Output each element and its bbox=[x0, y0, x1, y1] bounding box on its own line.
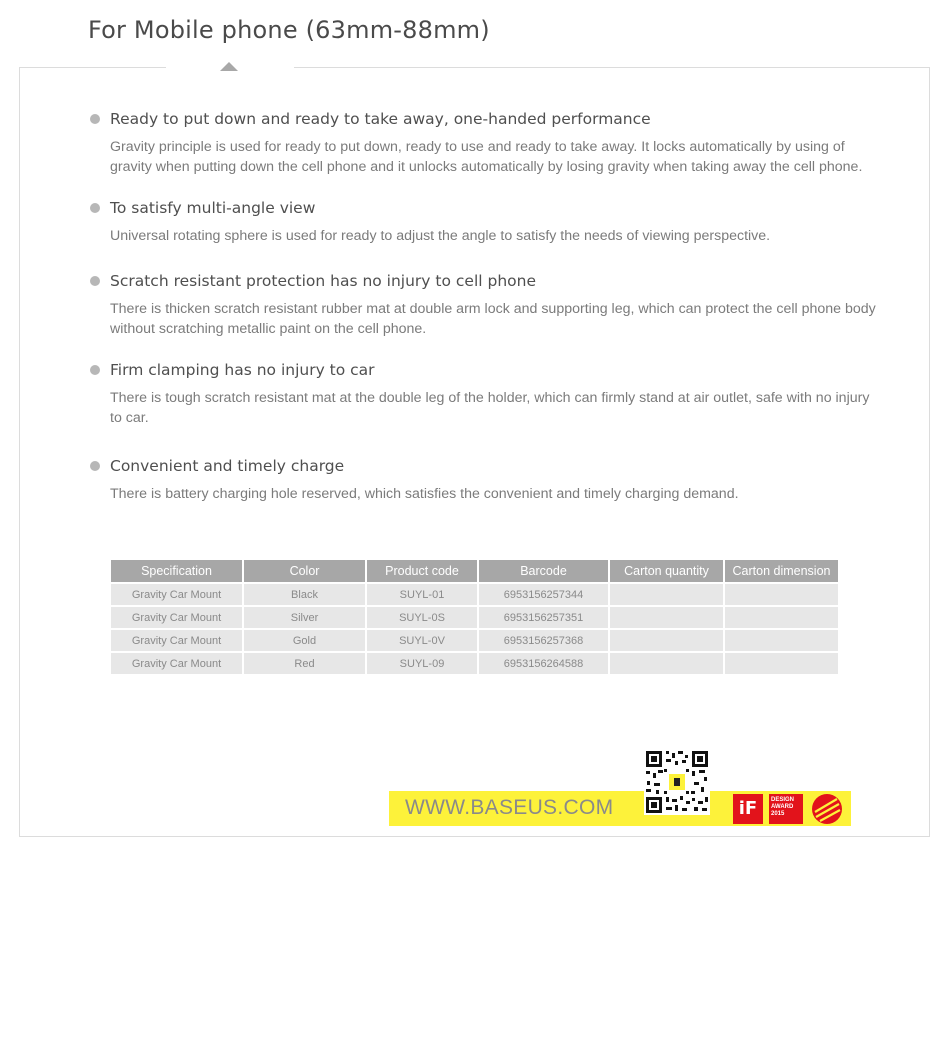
feature-item bbox=[90, 109, 880, 177]
spec-table bbox=[109, 558, 840, 676]
cell-product-code: SUYL-01 bbox=[367, 584, 477, 605]
bullet-icon bbox=[90, 365, 100, 375]
qr-code-graphic bbox=[644, 749, 710, 815]
bullet-icon bbox=[90, 461, 100, 471]
table-row bbox=[111, 584, 838, 605]
header-product-code: Product code bbox=[367, 560, 477, 582]
cell-carton-quantity bbox=[610, 630, 723, 651]
feature-title: Firm clamping has no injury to car bbox=[110, 361, 375, 379]
qr-code-icon bbox=[644, 749, 710, 815]
feature-item bbox=[90, 271, 880, 339]
cell-specification: Gravity Car Mount bbox=[111, 653, 242, 674]
feature-description: There is tough scratch resistant mat at the double leg of the holder, which can firmly stand at air outlet, safe with no injury to car. bbox=[110, 390, 870, 426]
table-row bbox=[111, 630, 838, 651]
cell-barcode: 6953156257368 bbox=[479, 630, 608, 651]
cell-carton-dimension bbox=[725, 630, 838, 651]
cell-carton-quantity bbox=[610, 584, 723, 605]
if-award-logo: iF bbox=[733, 794, 763, 824]
cell-carton-quantity bbox=[610, 653, 723, 674]
cell-color: Gold bbox=[244, 630, 365, 651]
cell-barcode: 6953156257344 bbox=[479, 584, 608, 605]
red-dot-award-icon bbox=[811, 793, 843, 825]
feature-description: Universal rotating sphere is used for ready to adjust the angle to satisfy the needs of viewing perspective. bbox=[110, 228, 771, 244]
table-row bbox=[111, 607, 838, 628]
feature-title: To satisfy multi-angle view bbox=[110, 199, 316, 217]
cell-specification: Gravity Car Mount bbox=[111, 584, 242, 605]
cell-product-code: SUYL-0V bbox=[367, 630, 477, 651]
cell-specification: Gravity Car Mount bbox=[111, 607, 242, 628]
bullet-icon bbox=[90, 114, 100, 124]
award-line: 2015 bbox=[771, 811, 785, 817]
website-link[interactable]: WWW.BASEUS.COM bbox=[405, 796, 614, 819]
header-carton-quantity: Carton quantity bbox=[610, 560, 723, 582]
cell-carton-dimension bbox=[725, 607, 838, 628]
bullet-icon bbox=[90, 203, 100, 213]
cell-carton-dimension bbox=[725, 584, 838, 605]
caret-up-icon bbox=[220, 62, 238, 71]
feature-description: There is battery charging hole reserved, which satisfies the convenient and timely charging demand. bbox=[110, 486, 739, 502]
cell-product-code: SUYL-0S bbox=[367, 607, 477, 628]
cell-color: Red bbox=[244, 653, 365, 674]
cell-specification: Gravity Car Mount bbox=[111, 630, 242, 651]
header-carton-dimension: Carton dimension bbox=[725, 560, 838, 582]
feature-title: Scratch resistant protection has no injury to cell phone bbox=[110, 272, 537, 290]
design-award-badge bbox=[769, 794, 803, 824]
feature-description: There is thicken scratch resistant rubber mat at double arm lock and supporting leg, which can protect the cell phone body without scratching metallic paint on the cell phone. bbox=[110, 301, 876, 337]
award-line: DESIGN bbox=[771, 797, 795, 803]
header-barcode: Barcode bbox=[479, 560, 608, 582]
feature-title: Convenient and timely charge bbox=[110, 457, 345, 475]
header-color: Color bbox=[244, 560, 365, 582]
cell-product-code: SUYL-09 bbox=[367, 653, 477, 674]
cell-color: Black bbox=[244, 584, 365, 605]
cell-barcode: 6953156257351 bbox=[479, 607, 608, 628]
cell-color: Silver bbox=[244, 607, 365, 628]
table-header-row bbox=[111, 560, 838, 582]
cell-barcode: 6953156264588 bbox=[479, 653, 608, 674]
award-line: AWARD bbox=[771, 804, 794, 810]
bullet-icon bbox=[90, 276, 100, 286]
table-row bbox=[111, 653, 838, 674]
cell-carton-quantity bbox=[610, 607, 723, 628]
feature-title: Ready to put down and ready to take away, one-handed performance bbox=[110, 110, 651, 128]
header-specification: Specification bbox=[111, 560, 242, 582]
cell-carton-dimension bbox=[725, 653, 838, 674]
feature-description: Gravity principle is used for ready to put down, ready to use and ready to take away. It locks automatically by using of gravity when putting down the cell phone and it unlocks automatically by losing gravity when taking away the cell phone. bbox=[110, 139, 863, 175]
feature-item bbox=[90, 456, 880, 504]
feature-item bbox=[90, 360, 880, 428]
feature-item bbox=[90, 198, 880, 246]
page-title: For Mobile phone (63mm-88mm) bbox=[88, 16, 490, 44]
content-panel bbox=[19, 67, 930, 837]
